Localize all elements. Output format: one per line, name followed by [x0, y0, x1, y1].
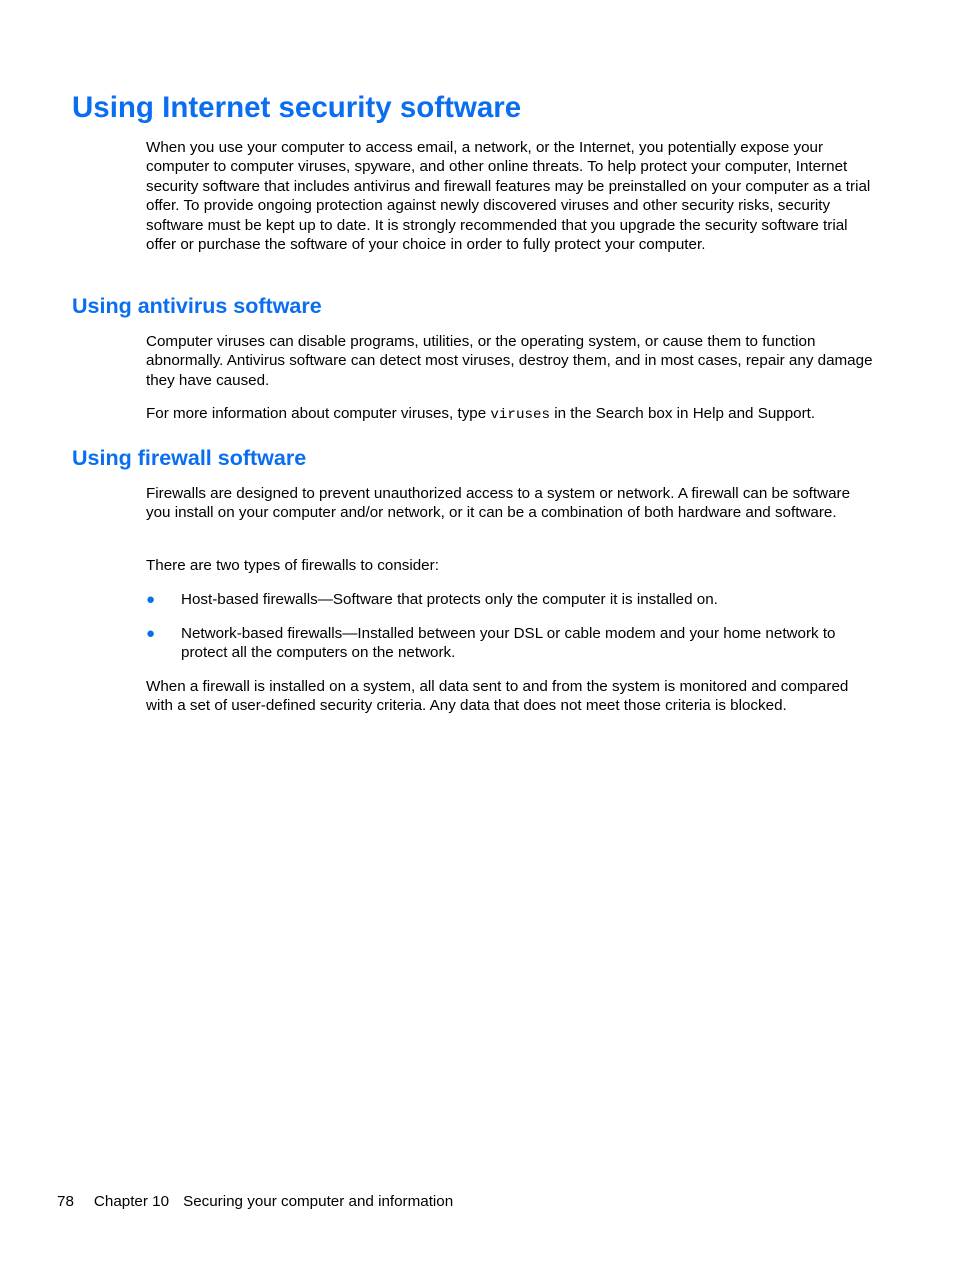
antivirus-info-paragraph — [146, 404, 874, 425]
antivirus-heading: Using antivirus software — [72, 294, 322, 318]
antivirus-paragraph: Computer viruses can disable programs, utilities, or the operating system, or cause them to function abnormally. Antivirus software can detect most viruses, destroy them, and in most cases, repair any damage they have caused. — [146, 333, 873, 389]
antivirus-info-text-after: in the Search box in Help and Support. — [550, 405, 816, 422]
firewall-paragraph: Firewalls are designed to prevent unauthorized access to a system or network. A firewall can be software you install on your computer and/or network, or it can be a combination of both hardware and software. — [146, 485, 851, 522]
viruses-search-term: viruses — [490, 407, 551, 423]
firewall-monitoring-paragraph: When a firewall is installed on a system, all data sent to and from the system is monitored and compared with a set of user-defined security criteria. Any data that does not meet those criteria is blocked. — [146, 678, 849, 715]
page-title: Using Internet security software — [72, 91, 522, 124]
footer-chapter-title: Securing your computer and information — [183, 1193, 454, 1210]
bullet-network-based: Network-based firewalls—Installed between your DSL or cable modem and your home network to protect all the computers on the network. — [181, 625, 836, 662]
intro-paragraph: When you use your computer to access email, a network, or the Internet, you potentially expose your computer to computer viruses, spyware, and other online threats. To help protect your computer, Internet security software that includes antivirus and firewall features may be preinstalled on your computer as a trial offer. To provide ongoing protection against newly discovered viruses and other security risks, security software must be kept up to date. It is strongly recommended that you upgrade the security software trial offer or purchase the software of your choice in order to fully protect your computer. — [146, 139, 871, 254]
bullet-dot-icon: ● — [146, 625, 156, 642]
footer-chapter: Chapter 10 — [93, 1193, 170, 1210]
bullet-host-based: Host-based firewalls—Software that protects only the computer it is installed on. — [181, 591, 718, 608]
firewall-heading: Using firewall software — [72, 446, 307, 470]
page-footer — [57, 1192, 453, 1211]
bullet-dot-icon: ● — [146, 591, 156, 608]
page-number: 78 — [57, 1193, 74, 1210]
firewall-types-intro: There are two types of firewalls to consider: — [146, 557, 439, 574]
antivirus-info-text-before: For more information about computer viruses, type — [146, 405, 491, 422]
